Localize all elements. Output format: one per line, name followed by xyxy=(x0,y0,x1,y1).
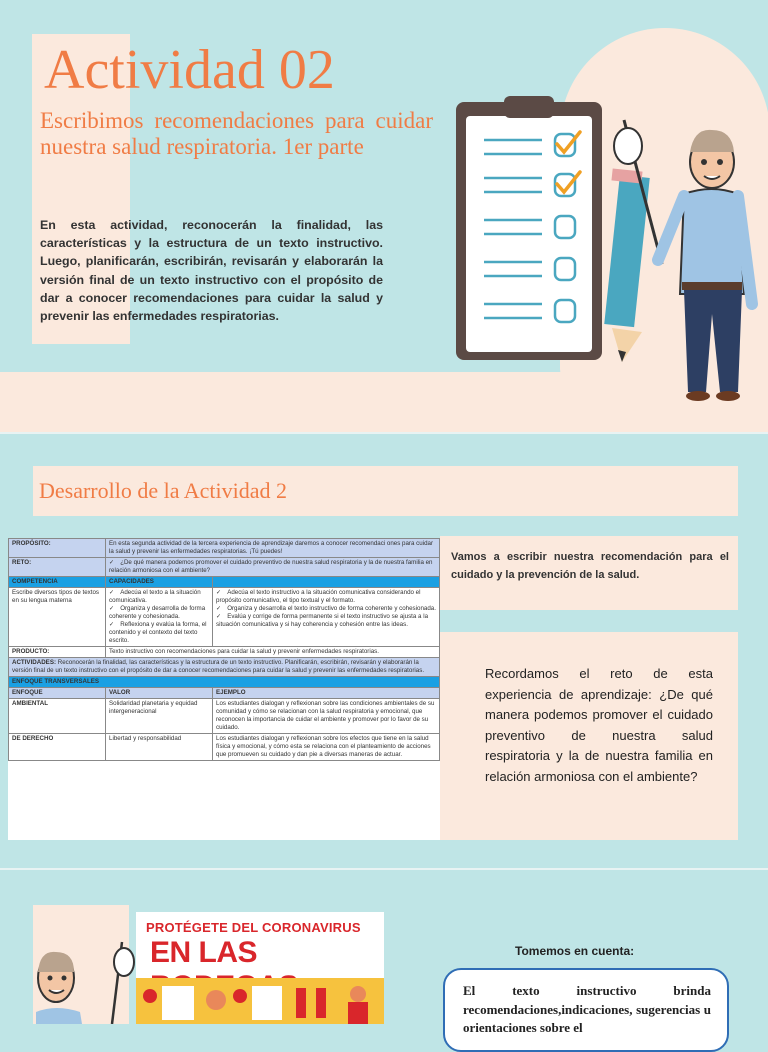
doc-derecho: DE DERECHO xyxy=(9,734,106,761)
doc-cap1: Adecúa el texto a la situación comunicativa. xyxy=(109,589,201,604)
development-heading: Desarrollo de la Actividad 2 xyxy=(39,478,288,503)
doc-proposito-label: PROPÓSITO: xyxy=(9,539,106,558)
doc-producto-label: PRODUCTO: xyxy=(9,647,106,658)
write-recommendation-box xyxy=(440,536,738,610)
doc-producto-text: Texto instructivo con recomendaciones para cuidar la salud y prevenir enfermedades respiratorias. xyxy=(106,647,440,658)
doc-cap2: Organiza y desarrolla de forma coherente y cohesionada. xyxy=(109,605,206,620)
doc-ejemplo-header: EJEMPLO xyxy=(213,688,440,699)
doc-reto-label: RETO: xyxy=(9,558,106,577)
doc-crit2: Organiza y desarrolla el texto instructivo de forma coherente y cohesionada. xyxy=(227,605,436,612)
poster-line-1: PROTÉGETE DEL CORONAVIRUS xyxy=(146,920,361,935)
activity-subtitle: Escribimos recomendaciones para cuidar nuestra salud respiratoria. 1er parte xyxy=(40,108,433,159)
doc-competencia-text: Escribe diversos tipos de textos en su lengua materna xyxy=(9,588,106,647)
challenge-text: Recordamos el reto de esta experiencia de aprendizaje: ¿De qué manera podemos promover el cuidado preventivo de nuestra salud respiratoria y la de nuestra familia en relación armoniosa con el ambiente? xyxy=(485,666,713,784)
coronavirus-poster xyxy=(136,912,384,1024)
doc-crit3: Evalúa y corrige de forma permanente si el texto instructivo se ajusta a la situación comunicativa y si hay coherencia y cohesión entre las ideas. xyxy=(216,613,429,628)
consider-text: El texto instructivo brinda recomendaciones,indicaciones, sugerencias u orientaciones sobre el xyxy=(463,983,711,1035)
activity-intro: En esta actividad, reconocerán la finalidad, las características y la estructura de un texto instructivo. Luego, planificarán, escribirán, revisarán y elaborarán la versión final de un texto instructivo con el propósito de dar a conocer recomendaciones para cuidar la salud y prevenir las enfermedades respiratorias. xyxy=(40,218,383,324)
doc-crit1: Adecúa el texto instructivo a la situación comunicativa considerando el propósito comunicativo, el tipo textual y el formato. xyxy=(216,589,421,604)
doc-enfoques-label: ENFOQUE TRANSVERSALES xyxy=(9,677,440,688)
doc-actividades-text: Reconocerán la finalidad, las características y la estructura de un texto instructivo. Planificarán, escribirán, revisarán y elaborarán la versión final de un texto instructivo con el propósito de dar a conocer recomendaciones para cuidar la salud y prevenir las enfermedades respiratorias. xyxy=(12,659,425,674)
doc-valor-header: VALOR xyxy=(106,688,213,699)
poster-steps-icon xyxy=(136,978,384,1024)
doc-capacidades-label: CAPACIDADES xyxy=(106,577,213,588)
teacher-avatar xyxy=(610,104,760,404)
activity-title: Actividad 02 xyxy=(44,39,335,101)
poster-illustration-strip xyxy=(136,978,384,1024)
development-header xyxy=(33,466,738,516)
poster-line-2: EN LAS xyxy=(150,936,258,969)
clipboard-icon xyxy=(452,96,612,366)
doc-enfoque-header: ENFOQUE xyxy=(9,688,106,699)
consider-title: Tomemos en cuenta: xyxy=(515,944,635,958)
doc-ambiental-valor: Solidaridad planetaria y equidad intergeneracional xyxy=(106,699,213,734)
challenge-box xyxy=(440,632,738,840)
planning-document: PROPÓSITO: En esta segunda actividad de la tercera experiencia de aprendizaje daremos a conocer recomendaci ones para cuidar la salud y prevenir las enfermedades respiratorias. ¡Tú puedes! RETO: ✓ ¿De qué manera podemos promover el cuidado preventivo de nuestra salud respiratoria y la de nuestra familia en relación armoniosa con el ambiente? COMPETENCIA CAPACIDADES Escribe diversos tipos de textos en su lengua materna ✓ Adecúa el texto a la situación comunicativa. ✓ Organiza y desarrolla de forma coherente y cohesionada. ✓ Reflexiona y evalúa la forma, el contenido y el contexto del texto escrito. ✓ Adecúa el texto instructivo a la situación comunicativa considerando el propósito comunicativo, el tipo textual y el formato. ✓ Organiza y desarrolla el texto instructivo de forma coherente y cohesionada. ✓ Evalúa y corrige de forma permanente si el texto instructivo se ajusta a la situación comunicativa y si hay coherencia y cohesión entre las ideas. PRODUCTO: Texto instructivo con recomendaciones para cuidar la salud y prevenir enfermedades respiratorias. ACTIVIDADES: Reconocerán la finalidad, las características y la estructura de un texto instructivo. Planificarán, escribirán, revisarán y elaborarán la versión final de un texto instructivo con el propósito de dar a conocer recomendaciones para cuidar la salud y prevenir las enfermedades respiratorias. ENFOQUE TRANSVERSALES ENFOQUE VALOR EJEMPLO AMBIENTAL Solidaridad planetaria y equidad intergeneracional Los estudiantes dialogan y reflexionan sobre las condiciones ambientales de su comunidad y cómo se relacionan con la salud respiratoria y emocional, que reconocen la importancia de cuidar el ambiente y promover por lo favor de su cuidado. DE DERECHO Libertad y responsabilidad Los estudiantes dialogan y reflexionan sobre los efectos que tiene en la salud física y emocional, y cómo esta se relaciona con el planteamiento de acciones que promueven su cuidado y dan pie a diversas maneras de actuar. xyxy=(8,538,440,840)
doc-ambiental-ejemplo: Los estudiantes dialogan y reflexionan sobre las condiciones ambientales de su comunidad y cómo se relacionan con la salud respiratoria y emocional, que reconocen la importancia de cuidar el ambiente y promover por lo favor de su cuidado. xyxy=(213,699,440,734)
teacher-avatar-small xyxy=(36,938,136,1024)
doc-actividades-label: ACTIVIDADES: xyxy=(12,659,57,666)
doc-ambiental: AMBIENTAL xyxy=(9,699,106,734)
doc-derecho-valor: Libertad y responsabilidad xyxy=(106,734,213,761)
doc-reto-text: ¿De qué manera podemos promover el cuidado preventivo de nuestra salud respiratoria y la de nuestra familia en relación armoniosa con el ambiente? xyxy=(109,559,433,574)
doc-competencia-label: COMPETENCIA xyxy=(9,577,106,588)
doc-derecho-ejemplo: Los estudiantes dialogan y reflexionan sobre los efectos que tiene en la salud física y emocional, y cómo esta se relaciona con el planteamiento de acciones que promueven su cuidado y dan pie a diversas maneras de actuar. xyxy=(213,734,440,761)
write-recommendation-text: Vamos a escribir nuestra recomendación para el cuidado y la prevención de la salud. xyxy=(451,551,729,581)
consider-note xyxy=(443,968,729,1052)
doc-cap3: Reflexiona y evalúa la forma, el contenido y el contexto del texto escrito. xyxy=(109,621,207,644)
doc-proposito-text: En esta segunda actividad de la tercera experiencia de aprendizaje daremos a conocer recomendaci ones para cuidar la salud y prevenir las enfermedades respiratorias. ¡Tú puedes! xyxy=(106,539,440,558)
